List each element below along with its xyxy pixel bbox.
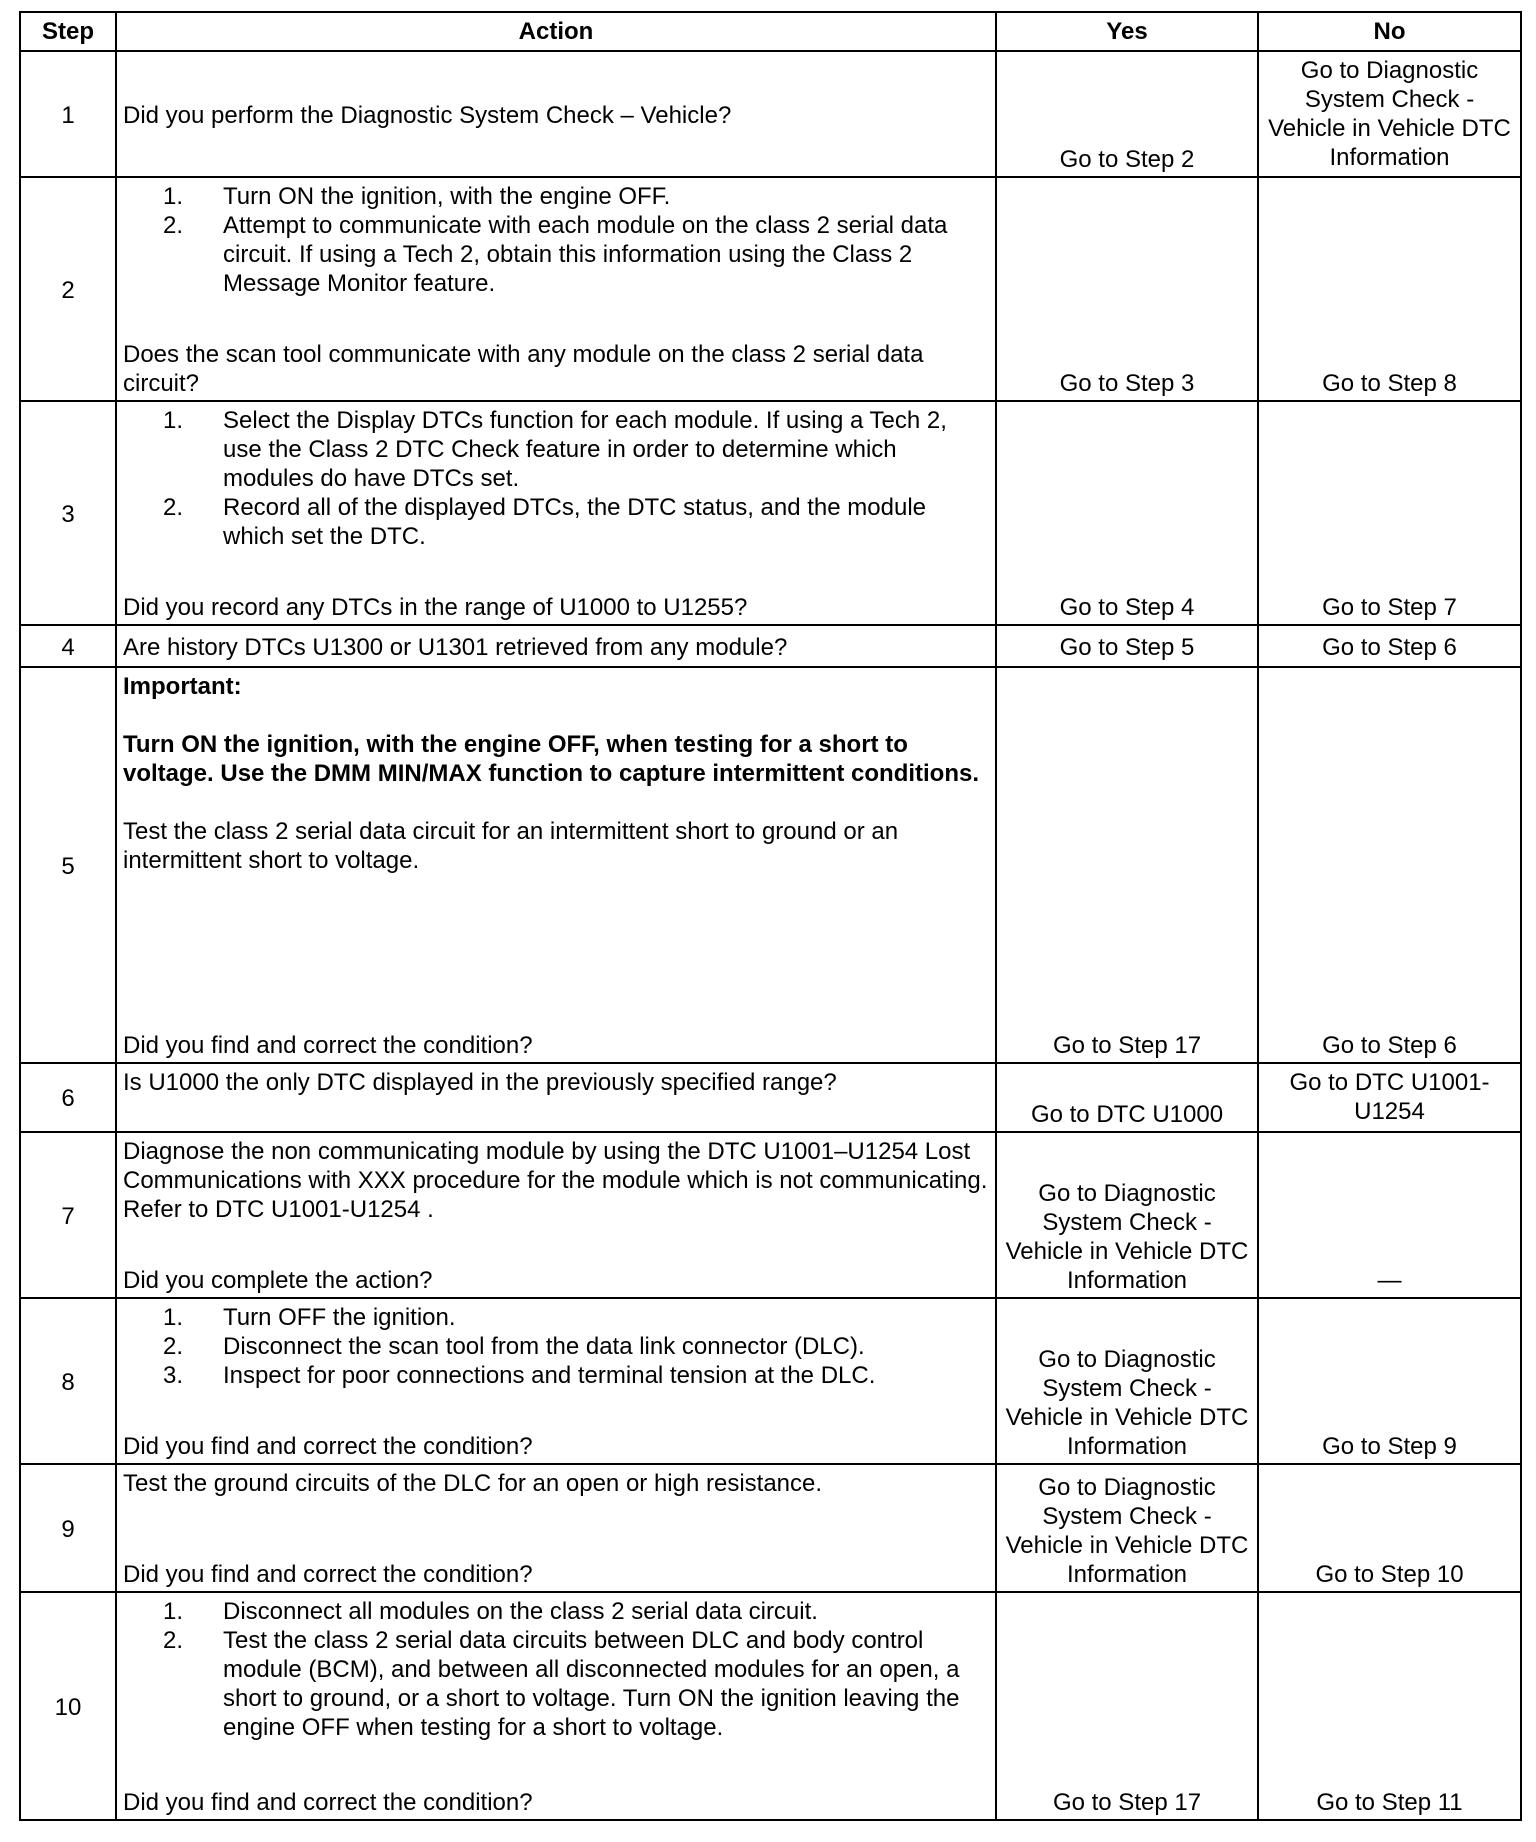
action-cell <box>116 1298 996 1464</box>
action-cell <box>116 177 996 401</box>
table-row-step-4 <box>20 625 1521 667</box>
no-cell: Go to Diagnostic System Check - Vehicle in Vehicle DTC Information <box>1258 51 1521 177</box>
table-header-row <box>20 12 1521 51</box>
action-cell <box>116 51 996 177</box>
action-question: Did you find and correct the condition? <box>123 1032 533 1059</box>
no-cell: Go to Step 8 <box>1258 177 1521 401</box>
list-item: 3. Inspect for poor connections and terminal tension at the DLC. <box>162 1362 876 1389</box>
important-label: Important: <box>123 673 242 700</box>
list-item: 2. Disconnect the scan tool from the data link connector (DLC). <box>162 1333 865 1360</box>
yes-cell: Go to Step 3 <box>996 177 1258 401</box>
step-number: 8 <box>20 1298 116 1464</box>
action-body: Test the ground circuits of the DLC for an open or high resistance. <box>123 1470 823 1497</box>
no-cell: Go to Step 6 <box>1258 667 1521 1063</box>
no-cell: Go to Step 10 <box>1258 1464 1521 1592</box>
action-steps-list <box>123 406 989 551</box>
list-item: 2. Test the class 2 serial data circuits between DLC and body control module (BCM), and between all disconnected modules for an open, a short to ground, or a short to voltage. Turn ON the ignition leaving the engine OFF when testing for a short to voltage. <box>162 1627 960 1741</box>
list-item: 1. Disconnect all modules on the class 2 serial data circuit. <box>162 1598 818 1625</box>
list-item: 2. Record all of the displayed DTCs, the DTC status, and the module which set the DTC. <box>162 494 927 550</box>
important-text: Turn ON the ignition, with the engine OFF, when testing for a short to voltage. Use the DMM MIN/MAX function to capture intermittent conditions. <box>123 731 980 787</box>
step-number: 4 <box>20 625 116 667</box>
step-number: 1 <box>20 51 116 177</box>
diagnostic-table <box>19 11 1522 1821</box>
action-cell <box>116 625 996 667</box>
no-cell: Go to Step 9 <box>1258 1298 1521 1464</box>
step-number: 6 <box>20 1063 116 1132</box>
list-item: 2. Attempt to communicate with each module on the class 2 serial data circuit. If using a Tech 2, obtain this information using the Class 2 Message Monitor feature. <box>162 212 948 297</box>
action-question: Does the scan tool communicate with any module on the class 2 serial data circuit? <box>123 341 924 397</box>
action-cell <box>116 667 996 1063</box>
yes-cell: Go to Diagnostic System Check - Vehicle in Vehicle DTC Information <box>996 1132 1258 1298</box>
table-row-step-3 <box>20 401 1521 625</box>
action-steps-list <box>123 1597 989 1742</box>
yes-cell: Go to Diagnostic System Check - Vehicle in Vehicle DTC Information <box>996 1464 1258 1592</box>
table-row-step-1 <box>20 51 1521 177</box>
action-cell <box>116 1592 996 1820</box>
header-no: No <box>1258 12 1521 51</box>
step-number: 5 <box>20 667 116 1063</box>
yes-cell: Go to Step 5 <box>996 625 1258 667</box>
action-question: Did you find and correct the condition? <box>123 1561 533 1588</box>
action-cell <box>116 1063 996 1132</box>
no-cell: — <box>1258 1132 1521 1298</box>
yes-cell: Go to Step 4 <box>996 401 1258 625</box>
yes-cell: Go to Step 17 <box>996 667 1258 1063</box>
list-item: 1. Select the Display DTCs function for each module. If using a Tech 2, use the Class 2 DTC Check feature in order to determine which modules do have DTCs set. <box>162 407 947 492</box>
action-question: Did you find and correct the condition? <box>123 1789 533 1816</box>
table-row-step-5 <box>20 667 1521 1063</box>
table-row-step-8 <box>20 1298 1521 1464</box>
step-number: 10 <box>20 1592 116 1820</box>
action-steps-list <box>123 1303 989 1390</box>
action-question: Is U1000 the only DTC displayed in the previously specified range? <box>123 1069 837 1096</box>
action-question: Did you find and correct the condition? <box>123 1433 533 1460</box>
action-question: Did you perform the Diagnostic System Check – Vehicle? <box>123 101 732 129</box>
action-cell <box>116 1464 996 1592</box>
no-cell: Go to Step 11 <box>1258 1592 1521 1820</box>
step-number: 2 <box>20 177 116 401</box>
header-step: Step <box>20 12 116 51</box>
action-question: Did you record any DTCs in the range of U1000 to U1255? <box>123 594 748 621</box>
list-item: 1. Turn OFF the ignition. <box>162 1304 456 1331</box>
action-body: Diagnose the non communicating module by using the DTC U1001–U1254 Lost Communications with XXX procedure for the module which is not communicating. Refer to DTC U1001-U1254 . <box>123 1138 988 1223</box>
action-body: Test the class 2 serial data circuit for an intermittent short to ground or an intermittent short to voltage. <box>123 818 899 874</box>
action-question: Did you complete the action? <box>123 1267 433 1294</box>
step-number: 9 <box>20 1464 116 1592</box>
yes-cell: Go to Step 17 <box>996 1592 1258 1820</box>
step-number: 7 <box>20 1132 116 1298</box>
header-yes: Yes <box>996 12 1258 51</box>
no-cell: Go to DTC U1001-U1254 <box>1258 1063 1521 1132</box>
table-row-step-9 <box>20 1464 1521 1592</box>
table-row-step-10 <box>20 1592 1521 1820</box>
list-item: 1. Turn ON the ignition, with the engine OFF. <box>162 183 671 210</box>
action-steps-list <box>123 182 989 298</box>
header-action: Action <box>116 12 996 51</box>
yes-cell: Go to Diagnostic System Check - Vehicle in Vehicle DTC Information <box>996 1298 1258 1464</box>
table-row-step-7 <box>20 1132 1521 1298</box>
yes-cell: Go to Step 2 <box>996 51 1258 177</box>
action-cell <box>116 1132 996 1298</box>
no-cell: Go to Step 6 <box>1258 625 1521 667</box>
action-question: Are history DTCs U1300 or U1301 retrieved from any module? <box>123 633 788 661</box>
yes-cell: Go to DTC U1000 <box>996 1063 1258 1132</box>
action-cell <box>116 401 996 625</box>
table-row-step-2 <box>20 177 1521 401</box>
no-cell: Go to Step 7 <box>1258 401 1521 625</box>
table-row-step-6 <box>20 1063 1521 1132</box>
step-number: 3 <box>20 401 116 625</box>
